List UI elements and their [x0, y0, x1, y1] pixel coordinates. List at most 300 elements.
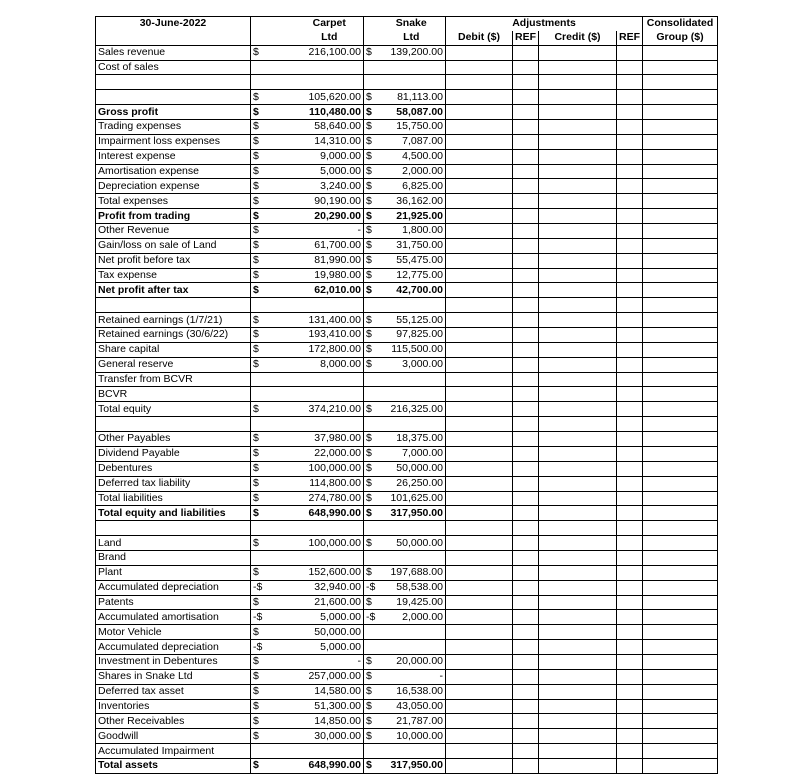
ref2-cell: [617, 654, 643, 669]
consolidated-cell: [643, 744, 718, 759]
carpet-value: 193,410.00: [296, 328, 364, 343]
carpet-value: 5,000.00: [296, 640, 364, 655]
snake-value: 317,950.00: [378, 506, 446, 521]
consolidated-cell: [643, 432, 718, 447]
carpet-sign: [251, 417, 296, 432]
ref-cell: [513, 729, 539, 744]
debit-cell: [446, 714, 513, 729]
carpet-sign: $: [251, 357, 296, 372]
ref-cell: [513, 461, 539, 476]
snake-sign: $: [364, 194, 378, 209]
ref2-header: REF: [617, 31, 643, 45]
snake-value: 4,500.00: [378, 149, 446, 164]
carpet-value: 81,990.00: [296, 253, 364, 268]
snake-value: [378, 387, 446, 402]
credit-cell: [539, 268, 617, 283]
ref2-cell: [617, 105, 643, 120]
ref-cell: [513, 580, 539, 595]
consolidated-cell: [643, 654, 718, 669]
consolidated-cell: [643, 209, 718, 224]
table-row: [96, 417, 718, 432]
consolidated-cell: [643, 684, 718, 699]
ref-cell: [513, 120, 539, 135]
snake-value: [378, 550, 446, 565]
snake-value: [378, 60, 446, 75]
ref-cell: [513, 372, 539, 387]
carpet-sign: $: [251, 729, 296, 744]
table-row: [96, 550, 718, 565]
ref2-cell: [617, 149, 643, 164]
consolidated-cell: [643, 387, 718, 402]
table-row: [96, 521, 718, 536]
table-row: [96, 684, 718, 699]
snake-sign: $: [364, 179, 378, 194]
ref-cell: [513, 283, 539, 298]
ref-cell: [513, 194, 539, 209]
table-row: [96, 610, 718, 625]
ref2-cell: [617, 402, 643, 417]
consolidated-cell: [643, 640, 718, 655]
snake-value: 101,625.00: [378, 491, 446, 506]
snake-value: [378, 75, 446, 90]
table-row: [96, 640, 718, 655]
ref-cell: [513, 164, 539, 179]
credit-cell: [539, 550, 617, 565]
debit-cell: [446, 417, 513, 432]
row-label: Plant: [96, 565, 251, 580]
consolidated-cell: [643, 105, 718, 120]
snake-sign: $: [364, 536, 378, 551]
table-row: [96, 60, 718, 75]
ref-cell: [513, 565, 539, 580]
carpet-value: 14,850.00: [296, 714, 364, 729]
table-row: [96, 625, 718, 640]
table-row: [96, 476, 718, 491]
debit-cell: [446, 625, 513, 640]
credit-cell: [539, 45, 617, 60]
carpet-sign: $: [251, 625, 296, 640]
snake-value: 50,000.00: [378, 536, 446, 551]
debit-cell: [446, 75, 513, 90]
carpet-sign: $: [251, 684, 296, 699]
consolidated-cell: [643, 298, 718, 313]
carpet-sign: $: [251, 134, 296, 149]
row-label: Inventories: [96, 699, 251, 714]
snake-sign: $: [364, 491, 378, 506]
snake-sign: $: [364, 164, 378, 179]
snake-value: 21,787.00: [378, 714, 446, 729]
row-label: [96, 417, 251, 432]
credit-cell: [539, 372, 617, 387]
snake-sign: $: [364, 328, 378, 343]
ref2-cell: [617, 209, 643, 224]
table-row: [96, 669, 718, 684]
ref-cell: [513, 253, 539, 268]
row-label: Total expenses: [96, 194, 251, 209]
debit-header: Debit ($): [446, 31, 513, 45]
carpet-value: [296, 60, 364, 75]
carpet-value: 90,190.00: [296, 194, 364, 209]
table-row: [96, 654, 718, 669]
credit-cell: [539, 580, 617, 595]
snake-value: [378, 744, 446, 759]
ref-header: REF: [513, 31, 539, 45]
snake-sign: [364, 744, 378, 759]
debit-cell: [446, 699, 513, 714]
ref2-cell: [617, 432, 643, 447]
snake-value: 2,000.00: [378, 164, 446, 179]
carpet-value: 50,000.00: [296, 625, 364, 640]
carpet-value: [296, 75, 364, 90]
table-row: [96, 268, 718, 283]
snake-sign: $: [364, 476, 378, 491]
ref2-cell: [617, 179, 643, 194]
table-row: [96, 372, 718, 387]
ref-cell: [513, 402, 539, 417]
consolidated-cell: [643, 238, 718, 253]
debit-cell: [446, 565, 513, 580]
debit-cell: [446, 90, 513, 105]
table-row: [96, 595, 718, 610]
snake-sign: $: [364, 90, 378, 105]
snake-value: 97,825.00: [378, 328, 446, 343]
ref-cell: [513, 209, 539, 224]
consolidated-cell: [643, 758, 718, 773]
carpet-sign: [251, 550, 296, 565]
snake-sign: $: [364, 669, 378, 684]
debit-cell: [446, 521, 513, 536]
consolidated-cell: [643, 536, 718, 551]
table-row: [96, 149, 718, 164]
carpet-sign: $: [251, 432, 296, 447]
ref2-cell: [617, 550, 643, 565]
snake-value: 7,000.00: [378, 446, 446, 461]
credit-cell: [539, 283, 617, 298]
ref2-cell: [617, 75, 643, 90]
row-label: Retained earnings (30/6/22): [96, 328, 251, 343]
carpet-sign: $: [251, 328, 296, 343]
row-label: Brand: [96, 550, 251, 565]
debit-cell: [446, 209, 513, 224]
carpet-sign: $: [251, 342, 296, 357]
snake-value: 55,125.00: [378, 313, 446, 328]
carpet-sign: [251, 75, 296, 90]
credit-cell: [539, 640, 617, 655]
consolidated-cell: [643, 313, 718, 328]
consolidated-cell: [643, 669, 718, 684]
table-row: [96, 209, 718, 224]
credit-cell: [539, 476, 617, 491]
consolidated-cell: [643, 268, 718, 283]
row-label: Patents: [96, 595, 251, 610]
ref-cell: [513, 224, 539, 239]
row-label: Depreciation expense: [96, 179, 251, 194]
row-label: Amortisation expense: [96, 164, 251, 179]
ref2-cell: [617, 238, 643, 253]
carpet-value: 5,000.00: [296, 610, 364, 625]
snake-value: 18,375.00: [378, 432, 446, 447]
row-label: Motor Vehicle: [96, 625, 251, 640]
carpet-sign: [251, 60, 296, 75]
row-label: Dividend Payable: [96, 446, 251, 461]
table-row: [96, 328, 718, 343]
consolidated-cell: [643, 75, 718, 90]
carpet-sign: $: [251, 253, 296, 268]
ref-cell: [513, 595, 539, 610]
consolidated-cell: [643, 149, 718, 164]
ref2-cell: [617, 268, 643, 283]
credit-header: Credit ($): [539, 31, 617, 45]
carpet-value: 105,620.00: [296, 90, 364, 105]
ref2-cell: [617, 134, 643, 149]
row-label: Other Payables: [96, 432, 251, 447]
ref2-cell: [617, 372, 643, 387]
snake-value: 317,950.00: [378, 758, 446, 773]
row-label: Accumulated amortisation: [96, 610, 251, 625]
snake-value: 31,750.00: [378, 238, 446, 253]
debit-cell: [446, 268, 513, 283]
ref2-cell: [617, 684, 643, 699]
credit-cell: [539, 714, 617, 729]
carpet-sign: $: [251, 179, 296, 194]
snake-sign: $: [364, 714, 378, 729]
ref2-cell: [617, 253, 643, 268]
credit-cell: [539, 699, 617, 714]
ref2-cell: [617, 565, 643, 580]
carpet-value: 3,240.00: [296, 179, 364, 194]
ref2-cell: [617, 120, 643, 135]
debit-cell: [446, 149, 513, 164]
table-row: [96, 105, 718, 120]
ref-cell: [513, 298, 539, 313]
carpet-value: 274,780.00: [296, 491, 364, 506]
table-row: [96, 90, 718, 105]
credit-cell: [539, 625, 617, 640]
carpet-value: 22,000.00: [296, 446, 364, 461]
ref-cell: [513, 90, 539, 105]
snake-sign: $: [364, 105, 378, 120]
credit-cell: [539, 357, 617, 372]
carpet-value: 14,580.00: [296, 684, 364, 699]
carpet-value: 648,990.00: [296, 506, 364, 521]
carpet-value: -: [296, 654, 364, 669]
table-row: [96, 446, 718, 461]
ref-cell: [513, 536, 539, 551]
snake-sign: $: [364, 506, 378, 521]
carpet-value: 257,000.00: [296, 669, 364, 684]
snake-sign: [364, 417, 378, 432]
debit-cell: [446, 328, 513, 343]
row-label: BCVR: [96, 387, 251, 402]
row-label: Deferred tax liability: [96, 476, 251, 491]
snake-value: [378, 372, 446, 387]
snake-value: 216,325.00: [378, 402, 446, 417]
table-row: [96, 179, 718, 194]
row-label: Land: [96, 536, 251, 551]
carpet-value: 51,300.00: [296, 699, 364, 714]
ref-cell: [513, 699, 539, 714]
snake-value: 21,925.00: [378, 209, 446, 224]
ref2-cell: [617, 491, 643, 506]
snake-value: 2,000.00: [378, 610, 446, 625]
debit-cell: [446, 179, 513, 194]
debit-cell: [446, 357, 513, 372]
consolidated-cell: [643, 283, 718, 298]
carpet-value: [296, 298, 364, 313]
carpet-value: [296, 417, 364, 432]
carpet-value: 58,640.00: [296, 120, 364, 135]
ref-cell: [513, 313, 539, 328]
table-row: [96, 491, 718, 506]
snake-sign: $: [364, 238, 378, 253]
credit-cell: [539, 417, 617, 432]
header-row-2: [96, 31, 718, 45]
debit-cell: [446, 446, 513, 461]
row-label: [96, 90, 251, 105]
snake-sign: $: [364, 654, 378, 669]
carpet-value: [296, 550, 364, 565]
debit-cell: [446, 476, 513, 491]
snake-value: 10,000.00: [378, 729, 446, 744]
ref-cell: [513, 521, 539, 536]
credit-cell: [539, 565, 617, 580]
snake-sign: $: [364, 253, 378, 268]
snake-value: 26,250.00: [378, 476, 446, 491]
ref2-cell: [617, 610, 643, 625]
snake-sign: $: [364, 45, 378, 60]
snake-sign: $: [364, 402, 378, 417]
carpet-sign: [251, 372, 296, 387]
carpet-sign: $: [251, 90, 296, 105]
table-row: [96, 357, 718, 372]
carpet-sign: [251, 387, 296, 402]
carpet-value: -: [296, 224, 364, 239]
ref-cell: [513, 268, 539, 283]
consolidated-cell: [643, 194, 718, 209]
carpet-value: 20,290.00: [296, 209, 364, 224]
carpet-sign: -$: [251, 580, 296, 595]
consolidated-cell: [643, 729, 718, 744]
consolidated-cell: [643, 179, 718, 194]
carpet-sign: -$: [251, 610, 296, 625]
carpet-value: 61,700.00: [296, 238, 364, 253]
ref2-cell: [617, 194, 643, 209]
ref2-cell: [617, 714, 643, 729]
credit-cell: [539, 521, 617, 536]
consolidated-cell: [643, 402, 718, 417]
table-row: [96, 45, 718, 60]
snake-sign: [364, 372, 378, 387]
snake-value: 42,700.00: [378, 283, 446, 298]
carpet-sign: [251, 521, 296, 536]
ref-cell: [513, 357, 539, 372]
row-label: Impairment loss expenses: [96, 134, 251, 149]
debit-cell: [446, 758, 513, 773]
table-row: [96, 506, 718, 521]
ref2-cell: [617, 298, 643, 313]
carpet-value: 100,000.00: [296, 536, 364, 551]
carpet-sign: $: [251, 105, 296, 120]
snake-sign: [364, 625, 378, 640]
snake-sign: [364, 75, 378, 90]
table-row: [96, 134, 718, 149]
credit-cell: [539, 654, 617, 669]
carpet-value: 172,800.00: [296, 342, 364, 357]
snake-value: 19,425.00: [378, 595, 446, 610]
carpet-sign: $: [251, 238, 296, 253]
table-row: [96, 342, 718, 357]
ref-cell: [513, 75, 539, 90]
ref2-cell: [617, 283, 643, 298]
credit-cell: [539, 179, 617, 194]
snake-value: [378, 298, 446, 313]
ref2-cell: [617, 625, 643, 640]
snake-value: 15,750.00: [378, 120, 446, 135]
ref-cell: [513, 506, 539, 521]
credit-cell: [539, 209, 617, 224]
row-label: Profit from trading: [96, 209, 251, 224]
table-row: [96, 298, 718, 313]
carpet-sign: $: [251, 446, 296, 461]
debit-cell: [446, 580, 513, 595]
debit-cell: [446, 610, 513, 625]
snake-sign: $: [364, 134, 378, 149]
consolidated-subheader: Group ($): [643, 31, 718, 45]
credit-cell: [539, 506, 617, 521]
credit-cell: [539, 729, 617, 744]
ref2-cell: [617, 729, 643, 744]
row-label: [96, 298, 251, 313]
ref-cell: [513, 640, 539, 655]
debit-cell: [446, 238, 513, 253]
credit-cell: [539, 134, 617, 149]
carpet-value: 216,100.00: [296, 45, 364, 60]
debit-cell: [446, 402, 513, 417]
snake-value: 58,538.00: [378, 580, 446, 595]
debit-cell: [446, 684, 513, 699]
credit-cell: [539, 342, 617, 357]
carpet-sign: $: [251, 654, 296, 669]
consolidated-cell: [643, 580, 718, 595]
table-row: [96, 224, 718, 239]
credit-cell: [539, 536, 617, 551]
ref-cell: [513, 684, 539, 699]
carpet-value: 131,400.00: [296, 313, 364, 328]
debit-cell: [446, 640, 513, 655]
row-label: Total equity: [96, 402, 251, 417]
snake-value: 81,113.00: [378, 90, 446, 105]
ref-cell: [513, 179, 539, 194]
carpet-value: 5,000.00: [296, 164, 364, 179]
table-row: [96, 580, 718, 595]
carpet-subheader: Ltd: [296, 31, 364, 45]
snake-value: 58,087.00: [378, 105, 446, 120]
carpet-sign: $: [251, 595, 296, 610]
ref2-cell: [617, 328, 643, 343]
credit-cell: [539, 164, 617, 179]
ref-cell: [513, 45, 539, 60]
ref2-cell: [617, 446, 643, 461]
debit-cell: [446, 164, 513, 179]
consolidated-cell: [643, 45, 718, 60]
snake-sign: $: [364, 209, 378, 224]
credit-cell: [539, 328, 617, 343]
snake-sign: $: [364, 283, 378, 298]
snake-sign: [364, 640, 378, 655]
consolidated-cell: [643, 342, 718, 357]
ref-cell: [513, 105, 539, 120]
row-label: Gain/loss on sale of Land: [96, 238, 251, 253]
